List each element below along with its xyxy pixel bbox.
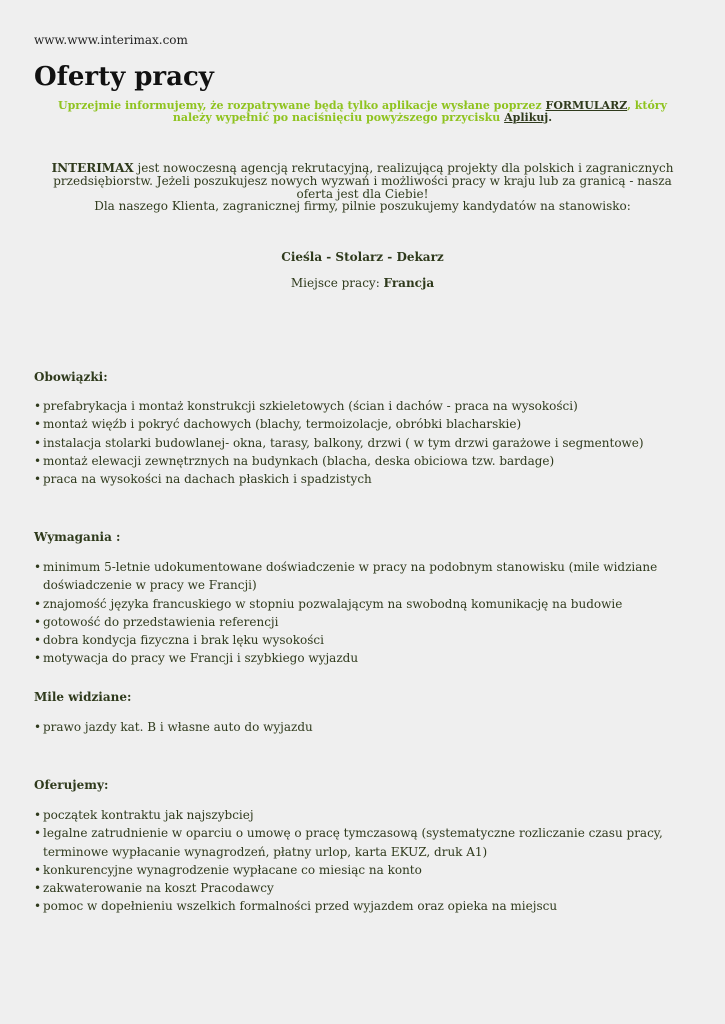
application-notice [50, 100, 675, 124]
notice-text-middle: , który należy wypełnić po naciśnięciu powyższego przycisku [172, 99, 667, 124]
list-item: • prawo jazdy kat. B i własne auto do wyjazdu [34, 718, 694, 736]
page-title: Oferty pracy [34, 62, 214, 92]
offer-heading: Oferujemy: [34, 778, 109, 792]
job-title: Cieśla - Stolarz - Dekarz [281, 250, 444, 264]
list-item: • minimum 5-letnie udokumentowane doświadczenie w pracy na podobnym stanowisku (mile widziane doświadczenie w pracy we Francji) [34, 558, 694, 595]
list-item: • montaż elewacji zewnętrznych na budynkach (blacha, deska obiciowa tzw. bardage) [34, 452, 694, 470]
requirements-list [34, 558, 694, 668]
list-item: • praca na wysokości na dachach płaskich i spadzistych [34, 470, 694, 488]
company-name: INTERIMAX [51, 161, 134, 175]
list-item: • znajomość języka francuskiego w stopniu pozwalającym na swobodną komunikację na budowie [34, 595, 694, 613]
intro-text: jest nowoczesną agencją rekrutacyjną, realizującą projekty dla polskich i zagranicznych przedsiębiorstw. Jeżeli poszukujesz nowych wyzwań i możliwości pracy w kraju lub za granicą - nasza oferta jest dla Ciebie! [53, 161, 674, 201]
apply-link[interactable]: Aplikuj [504, 111, 549, 124]
requirements-heading: Wymagania : [34, 530, 121, 544]
list-item: • prefabrykacja i montaż konstrukcji szkieletowych (ścian i dachów - praca na wysokości) [34, 397, 694, 415]
list-item: • legalne zatrudnienie w oparciu o umowę o pracę tymczasową (systematyczne rozliczanie czasu pracy, terminowe wypłacanie wynagrodzeń, płatny urlop, karta EKUZ, druk A1) [34, 824, 694, 861]
list-item: • motywacja do pracy we Francji i szybkiego wyjazdu [34, 649, 694, 667]
offer-list [34, 806, 694, 916]
nice-to-have-heading: Mile widziane: [34, 690, 132, 704]
notice-text-end: . [548, 111, 553, 124]
list-item: • instalacja stolarki budowlanej- okna, tarasy, balkony, drzwi ( w tym drzwi garażowe i segmentowe) [34, 434, 694, 452]
form-link[interactable]: FORMULARZ [545, 99, 628, 112]
list-item: • pomoc w dopełnieniu wszelkich formalności przed wyjazdem oraz opieka na miejscu [34, 897, 694, 915]
list-item: • montaż więźb i pokryć dachowych (blachy, termoizolacje, obróbki blacharskie) [34, 415, 694, 433]
notice-text-before: Uprzejmie informujemy, że rozpatrywane będą tylko aplikacje wysłane poprzez [58, 99, 546, 112]
location-label: Miejsce pracy: [290, 276, 384, 290]
duties-list [34, 397, 694, 488]
list-item: • początek kontraktu jak najszybciej [34, 806, 694, 824]
list-item: • zakwaterowanie na koszt Pracodawcy [34, 879, 694, 897]
intro-paragraph [40, 162, 685, 201]
location-value: Francja [383, 276, 435, 290]
job-location [34, 276, 691, 290]
list-item: • dobra kondycja fizyczna i brak lęku wysokości [34, 631, 694, 649]
nice-to-have-list [34, 718, 694, 736]
duties-heading: Obowiązki: [34, 370, 108, 384]
client-text: Dla naszego Klienta, zagranicznej firmy, pilnie poszukujemy kandydatów na stanowisko: [94, 199, 631, 213]
site-url: www.www.interimax.com [34, 33, 188, 47]
list-item: • konkurencyjne wynagrodzenie wypłacane co miesiąc na konto [34, 861, 694, 879]
list-item: • gotowość do przedstawienia referencji [34, 613, 694, 631]
